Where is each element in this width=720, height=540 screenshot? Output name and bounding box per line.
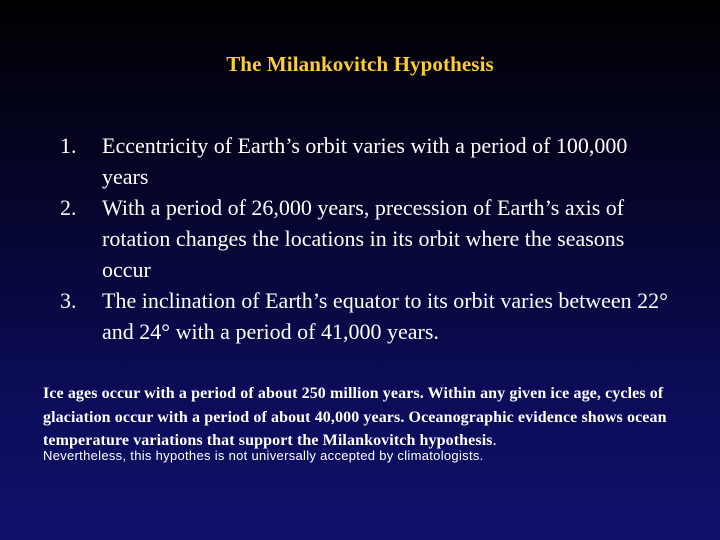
ice-age-paragraph xyxy=(43,382,683,453)
list-item-number: 1. xyxy=(60,133,77,158)
footnote: Nevertheless, this hypothes is not universally accepted by climatologists. xyxy=(43,448,484,463)
list-item-text: Eccentricity of Earth’s orbit varies with a period of 100,000 years xyxy=(102,133,628,189)
list-item xyxy=(60,192,670,285)
list-item-text: The inclination of Earth’s equator to its orbit varies between 22° and 24° with a period of 41,000 years. xyxy=(102,288,668,344)
list-item xyxy=(60,285,670,347)
paragraph-text: Ice ages occur with a period of about 250 million years. Within any given ice age, cycles of glaciation occur with a period of about 40,000 years. Oceanographic evidence shows ocean temperature variations that support the Milankovitch hypothesis xyxy=(43,385,667,449)
list-item xyxy=(60,130,670,192)
paragraph-end: . xyxy=(492,432,497,449)
list-item-text: With a period of 26,000 years, precession of Earth’s axis of rotation changes the locations in its orbit where the seasons occur xyxy=(102,195,625,282)
list-item-number: 2. xyxy=(60,195,77,220)
numbered-list xyxy=(60,130,670,347)
list-item-number: 3. xyxy=(60,288,77,313)
slide-title: The Milankovitch Hypothesis xyxy=(226,52,494,76)
